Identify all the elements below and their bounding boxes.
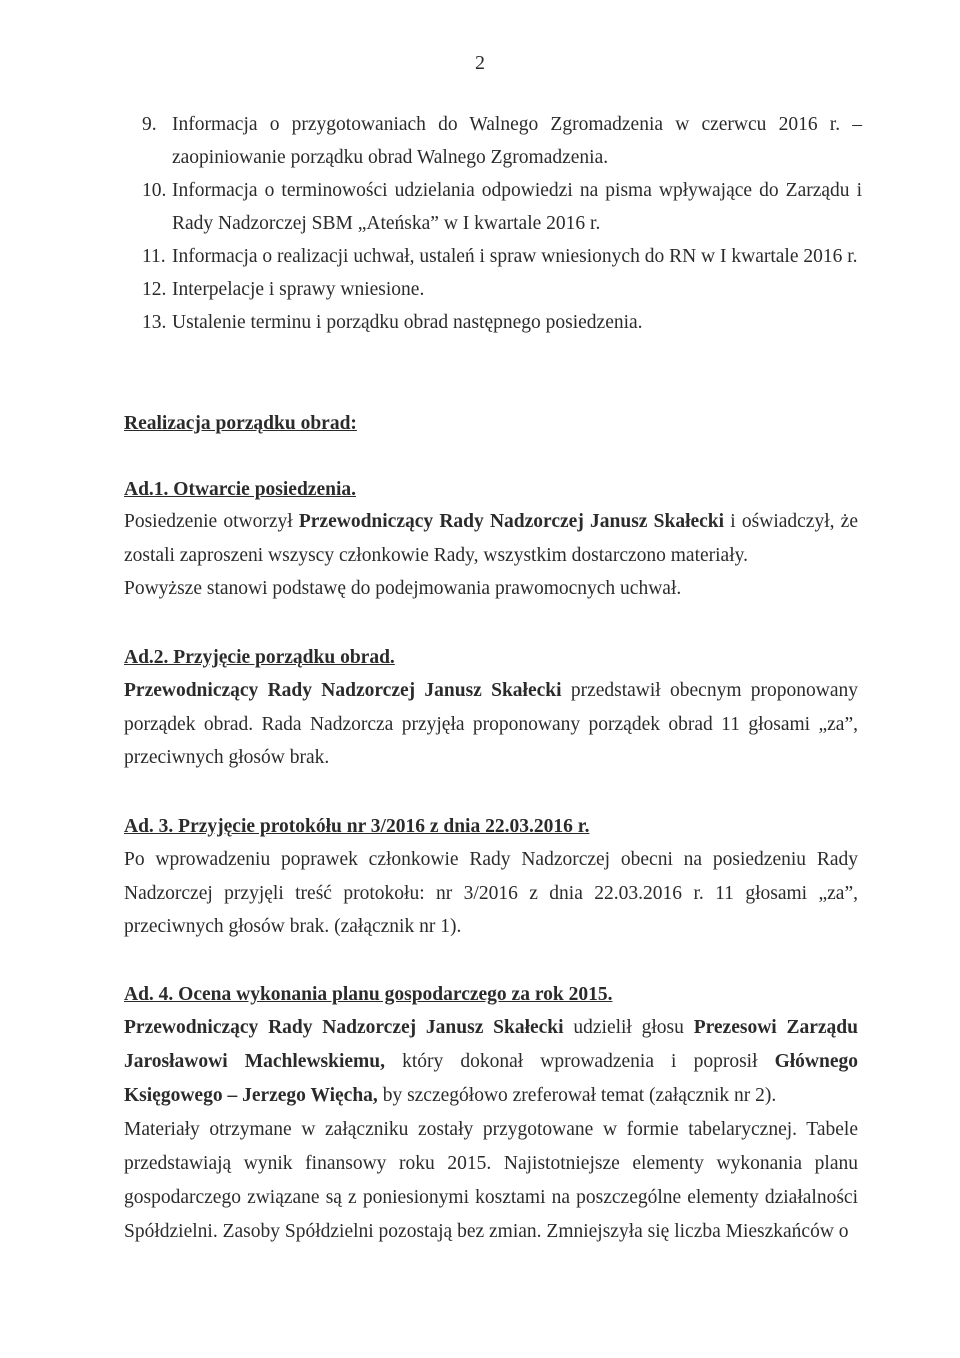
page-number: 2 <box>475 52 485 74</box>
ad1-paragraph-1 <box>124 505 858 572</box>
ad2-paragraph <box>124 674 858 775</box>
ad2-text: przedstawił obecnym proponowany porządek obrad. Rada Nadzorcza przyjęła proponowany porządek obrad 11 głosami „za”, przeciwnych głosów brak. <box>124 680 859 768</box>
ad2-section <box>124 641 858 775</box>
agenda-item-text: Ustalenie terminu i porządku obrad następnego posiedzenia. <box>172 312 643 333</box>
ad1-text-end: i oświadczył, że zostali zaproszeni wszyscy członkowie Rady, wszystkim dostarczono materiały. <box>124 511 858 566</box>
agenda-item-number: 12. <box>142 279 167 300</box>
agenda-item <box>142 240 862 273</box>
ad4-accountant-name: Głównego Księgowego – Jerzego Więcha, <box>124 1051 859 1106</box>
agenda-item-number: 13. <box>142 312 167 333</box>
agenda-item-text: Informacja o terminowości udzielania odpowiedzi na pisma wpływające do Zarządu i Rady Nadzorczej SBM „Ateńska” w I kwartale 2016 r. <box>172 180 862 234</box>
agenda-item-number: 9. <box>142 114 157 135</box>
agenda-list <box>142 108 862 339</box>
ad1-paragraph-2: Powyższe stanowi podstawę do podejmowania prawomocnych uchwał. <box>124 578 682 599</box>
agenda-item-text: Informacja o realizacji uchwał, ustaleń i spraw wniesionych do RN w I kwartale 2016 r. <box>172 246 858 267</box>
agenda-item-number: 10. <box>142 180 167 201</box>
ad1-chairman-name: Przewodniczący Rady Nadzorczej Janusz Skałecki <box>298 511 725 532</box>
ad4-text-1: udzielił głosu <box>563 1017 694 1038</box>
ad4-chairman-name: Przewodniczący Rady Nadzorczej Janusz Skałecki <box>124 1017 564 1038</box>
realizacja-section <box>124 407 858 440</box>
ad4-text-3: by szczegółowo zreferował temat (załącznik nr 2). <box>377 1085 777 1106</box>
agenda-item <box>142 306 862 339</box>
agenda-item-text: Interpelacje i sprawy wniesione. <box>172 279 425 300</box>
ad1-text: Posiedzenie otworzył <box>124 511 299 532</box>
agenda-item-text: Informacja o przygotowaniach do Walnego Zgromadzenia w czerwcu 2016 r. – zaopiniowanie porządku obrad Walnego Zgromadzenia. <box>172 114 862 168</box>
ad3-section <box>124 810 858 944</box>
ad4-paragraph-2: Materiały otrzymane w załączniku zostały przygotowane w formie tabelarycznej. Tabele przedstawiają wynik finansowy roku 2015. Najistotniejsze elementy wykonania planu gospodarczego związane są z poniesionymi kosztami na poszczególne elementy działalności Spółdzielni. Zasoby Spółdzielni pozostają bez zmian. Zmniejszyła się liczba Mieszkańców o <box>124 1119 858 1242</box>
ad4-president-name: Prezesowi Zarządu Jarosławowi Machlewskiemu, <box>124 1017 858 1072</box>
ad4-section <box>124 978 858 1249</box>
ad4-paragraph-1 <box>124 1011 858 1113</box>
agenda-item-number: 11. <box>142 246 166 267</box>
ad1-section <box>124 473 858 606</box>
ad4-text-2: który dokonał wprowadzenia i poprosił <box>385 1051 775 1072</box>
ad3-paragraph: Po wprowadzeniu poprawek członkowie Rady Nadzorczej obecni na posiedzeniu Rady Nadzorczej przyjęli treść protokołu: nr 3/2016 z dnia 22.03.2016 r. 11 głosami „za”, przeciwnych głosów brak. (załącznik nr 1). <box>124 849 858 937</box>
ad2-heading: Ad.2. Przyjęcie porządku obrad. <box>124 647 395 668</box>
agenda-item <box>142 273 862 306</box>
ad2-chairman-name: Przewodniczący Rady Nadzorczej Janusz Skałecki <box>124 680 562 701</box>
agenda-item <box>142 108 862 174</box>
ad4-heading: Ad. 4. Ocena wykonania planu gospodarczego za rok 2015. <box>124 984 613 1005</box>
agenda-item <box>142 174 862 240</box>
ad1-heading: Ad.1. Otwarcie posiedzenia. <box>124 479 357 500</box>
ad3-heading: Ad. 3. Przyjęcie protokółu nr 3/2016 z dnia 22.03.2016 r. <box>124 816 590 837</box>
realizacja-heading: Realizacja porządku obrad: <box>124 413 357 434</box>
